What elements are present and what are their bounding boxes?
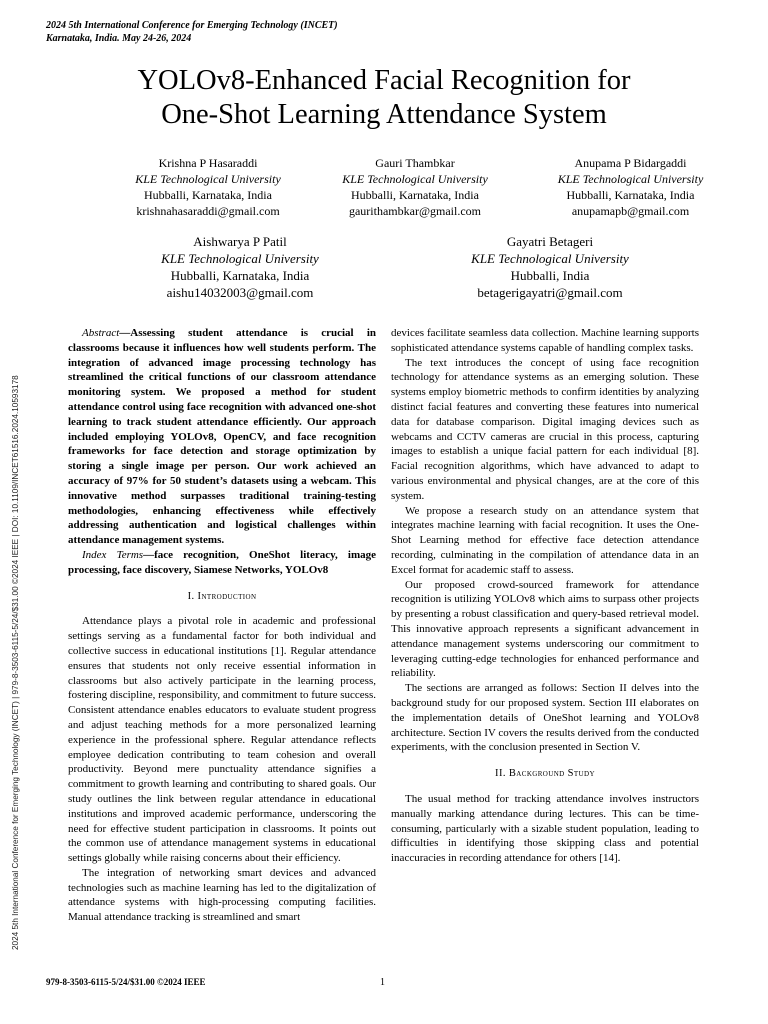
author-affiliation: KLE Technological University: [342, 172, 488, 186]
paragraph: The integration of networking smart devices and advanced technologies such as machine learning has led to the digitalization of attendance systems with high-processing computing facilities. Manual attendance tracking is streamlined and smart: [68, 866, 376, 924]
author-block-1: [103, 155, 313, 219]
author-email: aishu14032003@gmail.com: [166, 285, 314, 300]
index-terms: [68, 548, 376, 578]
author-affiliation: KLE Technological University: [471, 251, 629, 266]
author-location: Hubballi, Karnataka, India: [351, 188, 479, 202]
section-heading-background: II. Background Study: [495, 768, 595, 780]
author-email: betagerigayatri@gmail.com: [477, 285, 623, 300]
paragraph: Attendance plays a pivotal role in academic and professional settings serving as a fundamental factor for both individual and collective success in educational institutions [1]. Regular attendance ensures that students not only receive essential information in classrooms but also actively participate in the learning process, fostering discipline, responsibility, and commitment to future success. Consistent attendance enables educators to evaluate student progress and adjust teaching methods for a more personalized learning experience in the professional sphere. Regular attendance reflects employee dedication contributing to team cohesion and overall productivity. Beyond mere punctuality attendance signifies a commitment to growth learning and contributing to shared goals. Our study outlines the link between regular attendance in educational institutions and improved academic performance, underscoring the need for effective student participation in classrooms. It points out the common use of attendance management systems in educational settings globally while raising concerns about their efficiency.: [68, 615, 376, 865]
conference-header: [46, 19, 338, 45]
author-name: Anupama P Bidargaddi: [574, 156, 687, 170]
author-block-2: [310, 155, 520, 219]
author-block-3: [523, 155, 738, 219]
left-column: [68, 326, 376, 925]
abstract: [68, 326, 376, 548]
section-heading-introduction: I. Introduction: [187, 590, 257, 602]
author-email: krishnahasaraddi@gmail.com: [136, 204, 280, 218]
author-affiliation: KLE Technological University: [135, 172, 281, 186]
abstract-label: Abstract: [82, 327, 120, 339]
paragraph: The usual method for tracking attendance involves instructors manually marking attendance during lectures. This can be time-consuming, particularly with a sizable student population, leading to difficulties in identifying those skipping class and potential inaccuracies in recording attendance for others [14].: [391, 792, 699, 865]
doi-sidebar: 2024 5th International Conference for Emerging Technology (INCET) | 979-8-3503-6115-5/24/$31.00 ©2024 IEEE | DOI: 10.1109/INCET61516.2024.10593178: [11, 375, 20, 950]
title-line-2: One-Shot Learning Attendance System: [161, 99, 607, 130]
index-terms-label: Index Terms: [82, 548, 144, 561]
right-column: [391, 326, 699, 866]
author-affiliation: KLE Technological University: [161, 251, 319, 266]
index-terms-text: —face recognition, OneShot literacy, image processing, face discovery, Siamese Networks, YOLOv8: [68, 548, 376, 576]
paragraph: devices facilitate seamless data collection. Machine learning supports sophisticated attendance systems capable of handling complex tasks.: [391, 327, 699, 354]
page-number: 1: [380, 977, 385, 988]
author-block-4: [120, 233, 360, 301]
author-name: Gauri Thambkar: [375, 156, 455, 170]
copyright-footer: 979-8-3503-6115-5/24/$31.00 ©2024 IEEE: [46, 977, 206, 987]
author-block-5: [430, 233, 670, 301]
author-email: gaurithambkar@gmail.com: [348, 204, 481, 218]
author-location: Hubballi, Karnataka, India: [566, 188, 695, 202]
abstract-text: —Assessing student attendance is crucial in classrooms because it influences how well students perform. The integration of advanced image processing technology has streamlined the critical functions of our classroom attendance monitoring system. We proposed a method for student attendance control using face recognition with advanced one-shot learning to track student attendance efficiently. Our approach included employing YOLOv8, OpenCV, and face recognition frameworks for face detection and storage optimization by storing a single image per person. Our work achieved an accuracy of 97% for 50 student’s datasets using a webcam. This innovative method surpasses traditional training-testing methodologies, enhancing effectiveness while effectively addressing authentication and logistical challenges within attendance management systems.: [68, 327, 376, 547]
paragraph: The text introduces the concept of using face recognition technology for attendance systems as an emerging solution. These systems employ biometric methods to confirm identities by analyzing distinct facial features and converting these features into numerical data for database comparison. Digital imaging devices such as webcams and CCTV cameras are crucial in this process, capturing images to establish a unique facial pattern for each individual [8]. Facial recognition algorithms, which have advanced to adapt to various environmental and physical changes, are at the core of this system.: [391, 356, 699, 502]
author-location: Hubballi, Karnataka, India: [170, 268, 310, 283]
conference-location-date: Karnataka, India. May 24-26, 2024: [46, 33, 192, 44]
paragraph: The sections are arranged as follows: Section II delves into the background study for our proposed system. Section III elaborates on the implementation details of OneShot learning and YOLOv8 architecture. Section IV covers the results derived from the conducted experiments, with the conclusion presented in Section V.: [391, 682, 699, 754]
conference-name: 2024 5th International Conference for Emerging Technology (INCET): [46, 20, 338, 31]
paper-title: [0, 64, 768, 132]
author-name: Gayatri Betageri: [506, 234, 594, 249]
author-name: Krishna P Hasaraddi: [158, 156, 258, 170]
author-name: Aishwarya P Patil: [193, 234, 287, 249]
paragraph: Our proposed crowd-sourced framework for attendance recognition is utilizing YOLOv8 which aims to surpass other projects by presenting a robust classification and query-based retrieval model. This innovative approach represents a significant advancement in attendance management systems underscoring our commitment to leveraging cutting-edge technologies for enhanced performance and reliability.: [391, 578, 699, 680]
title-line-1: YOLOv8-Enhanced Facial Recognition for: [137, 65, 631, 96]
author-email: anupamapb@gmail.com: [571, 204, 690, 218]
paragraph: We propose a research study on an attendance system that integrates machine learning with facial recognition. It uses the One-Shot Learning method for effective face detection attendance recording, culminating in the compilation of attendance data in an Excel format for academic staff to assess.: [391, 504, 699, 576]
author-location: Hubballi, India: [510, 268, 590, 283]
author-location: Hubballi, Karnataka, India: [144, 188, 272, 202]
author-affiliation: KLE Technological University: [557, 172, 704, 186]
